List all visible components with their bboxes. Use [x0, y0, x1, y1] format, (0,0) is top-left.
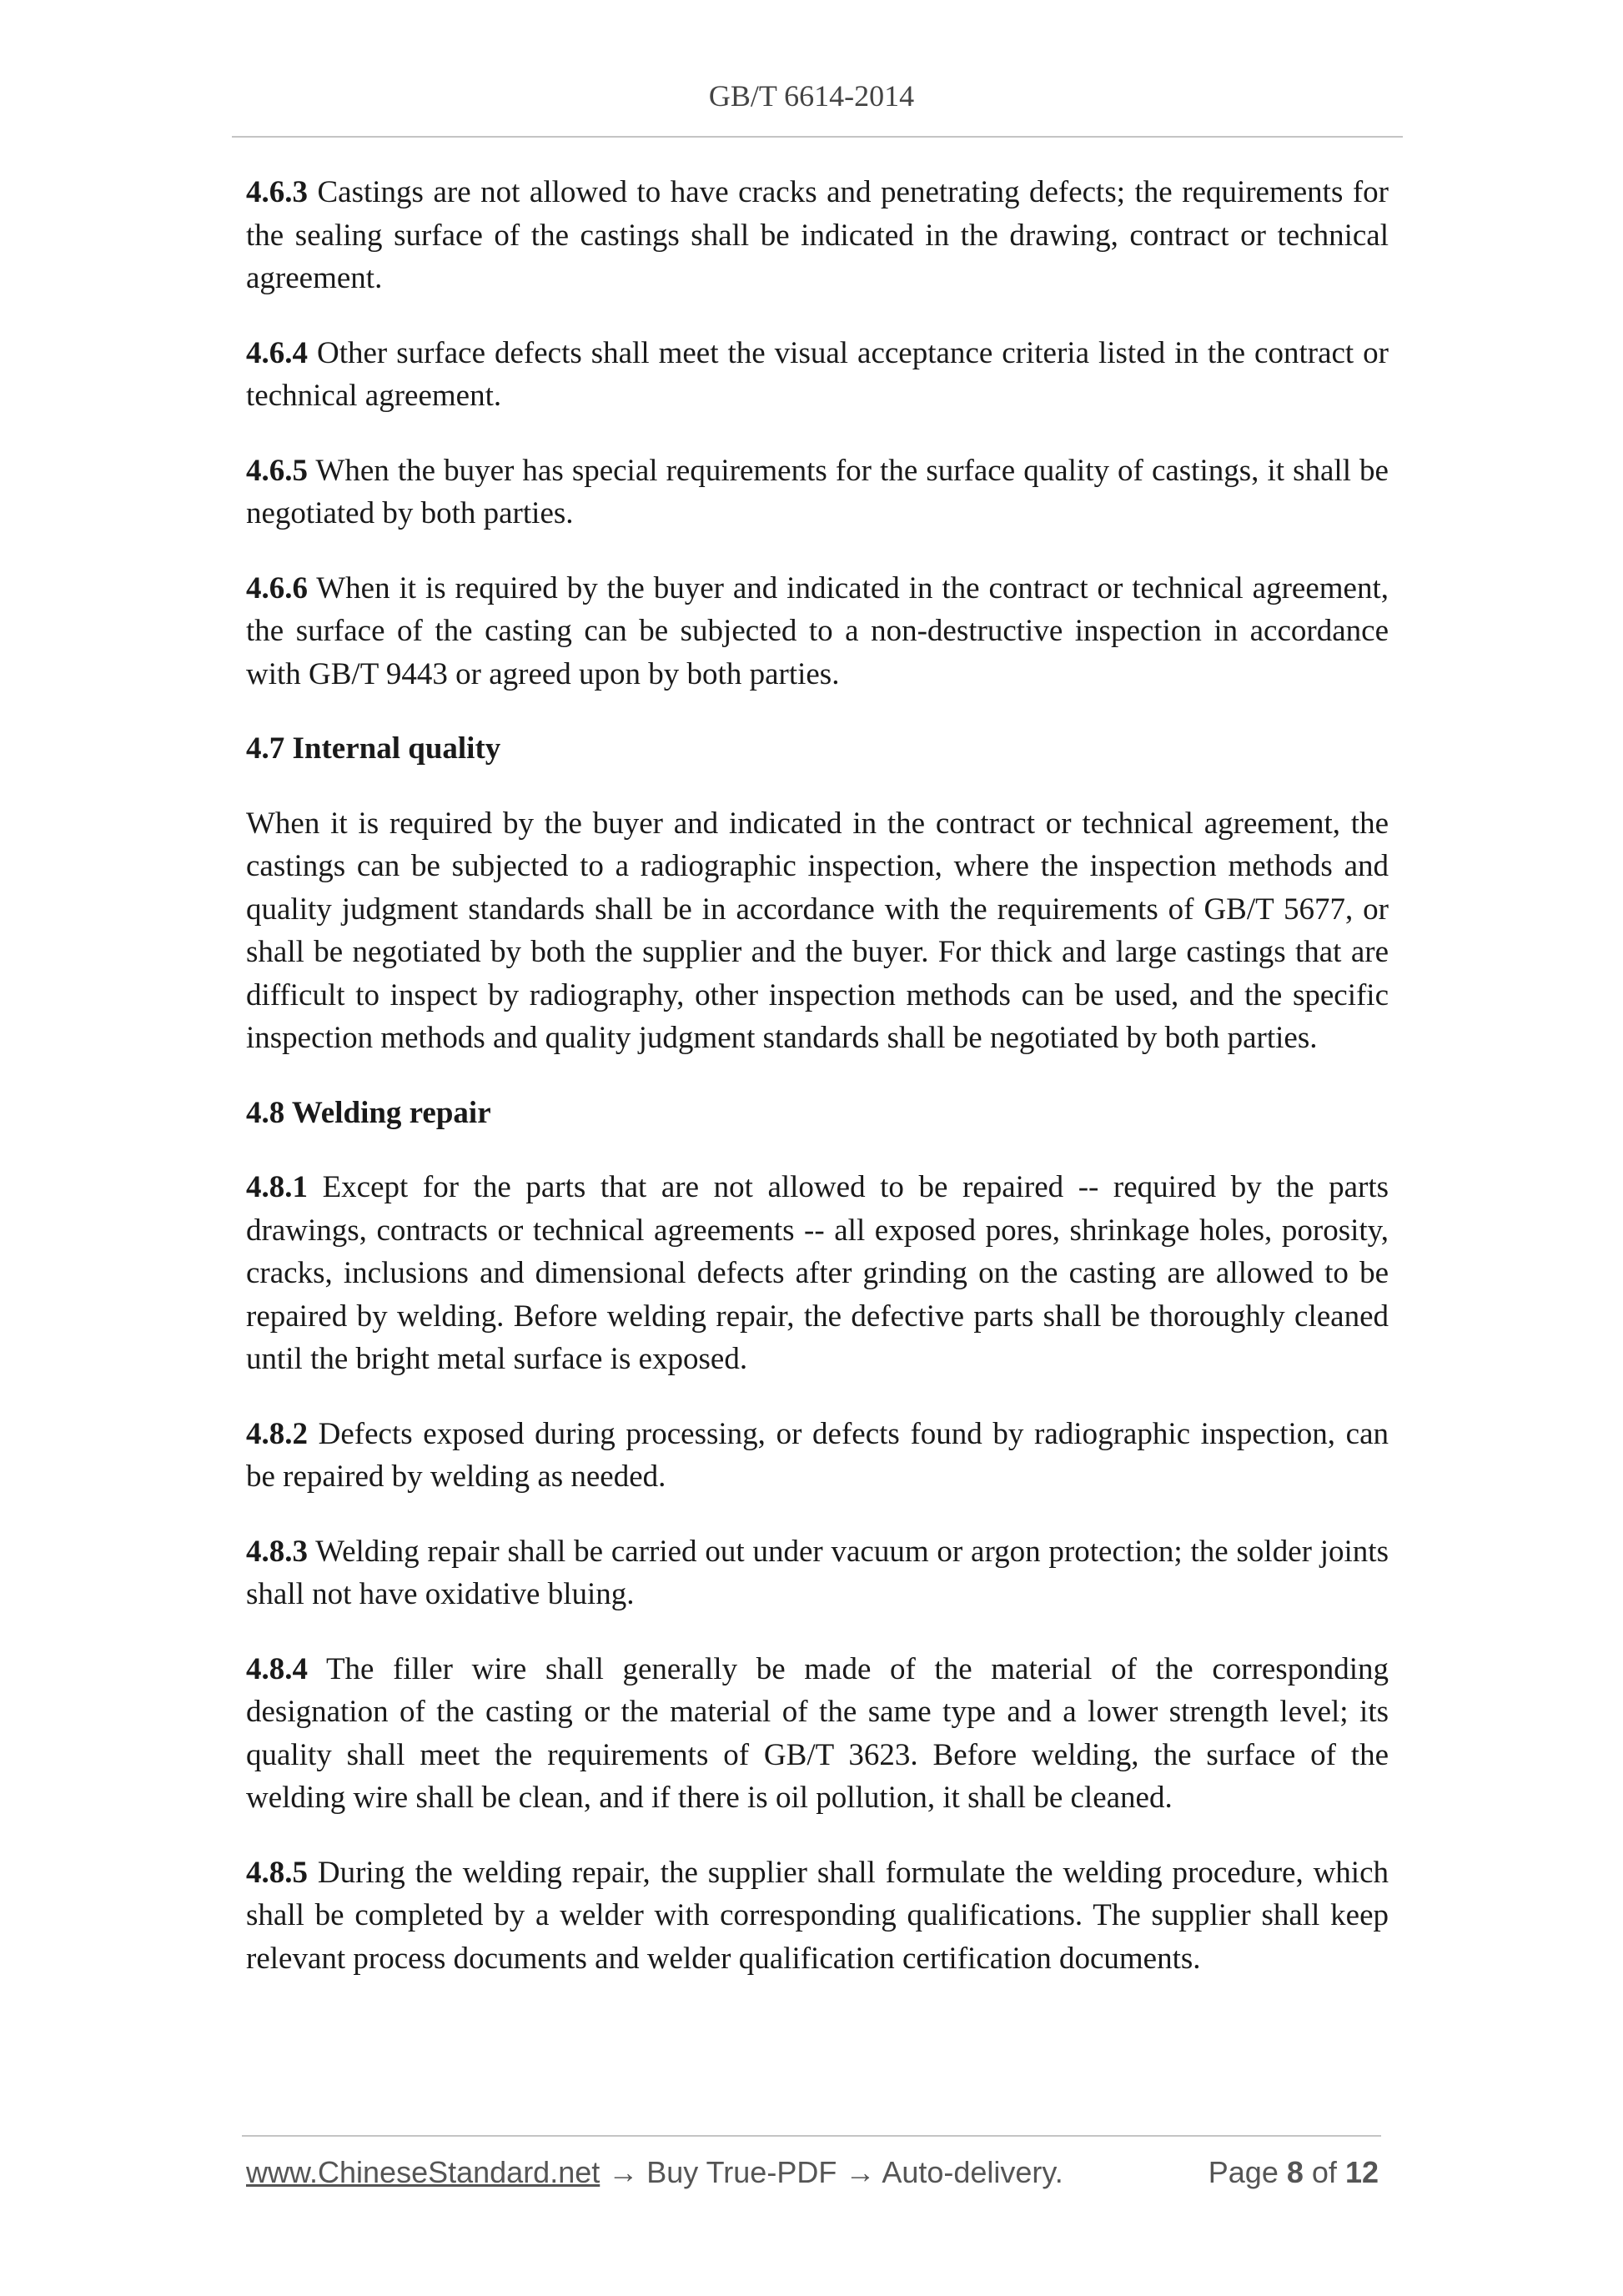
page-current: 8 [1286, 2155, 1304, 2189]
clause-text: Other surface defects shall meet the visual acceptance criteria listed in the contract or technical agreement. [246, 335, 1389, 413]
website-link[interactable]: www.ChineseStandard.net [246, 2155, 600, 2189]
section-4-7-text: When it is required by the buyer and indicated in the contract or technical agreement, the castings can be subjected to a radiographic inspection, where the inspection methods and quality judgment standards shall be in accordance with the requirements of GB/T 5677, or shall be negotiated by both the supplier and the buyer. For thick and large castings that are difficult to inspect by radiography, other inspection methods can be used, and the specific inspection methods and quality judgment standards shall be negotiated by both parties. [246, 806, 1389, 1055]
clause-4-6-4 [246, 332, 1389, 418]
clause-text: During the welding repair, the supplier shall formulate the welding procedure, which shall be completed by a welder with corresponding qualifications. The supplier shall keep relevant process documents and welder qualification certification documents. [246, 1855, 1389, 1976]
section-heading-4-7: 4.7 Internal quality [246, 731, 501, 766]
footer-divider [242, 2135, 1381, 2137]
clause-number: 4.6.5 [246, 453, 308, 488]
clause-text: Welding repair shall be carried out under vacuum or argon protection; the solder joints shall not have oxidative bluing. [246, 1534, 1389, 1611]
clause-4-8-4 [246, 1648, 1389, 1820]
clause-number: 4.8.3 [246, 1534, 308, 1569]
clause-text: Except for the parts that are not allowed to be repaired -- required by the parts drawings, contracts or technical agreements -- all exposed pores, shrinkage holes, porosity, cracks, inclusions and dimensional defects after grinding on the casting are allowed to be repaired by welding. Before welding repair, the defective parts shall be thoroughly cleaned until the bright metal surface is exposed. [246, 1170, 1389, 1376]
clause-number: 4.8.1 [246, 1170, 308, 1204]
clause-number: 4.8.5 [246, 1855, 308, 1890]
clause-number: 4.6.3 [246, 175, 308, 209]
page-label: Page [1208, 2155, 1279, 2189]
clause-text: When it is required by the buyer and indicated in the contract or technical agreement, the surface of the casting can be subjected to a non-destructive inspection in accordance with GB/T 9443 or agreed upon by both parties. [246, 570, 1389, 691]
clause-number: 4.6.6 [246, 570, 308, 605]
footer-promo [246, 2155, 1063, 2190]
clause-4-8-5 [246, 1851, 1389, 1981]
clause-4-8-3 [246, 1530, 1389, 1616]
clause-text: Defects exposed during processing, or defects found by radiographic inspection, can be repaired by welding as needed. [246, 1416, 1389, 1494]
document-body [246, 171, 1389, 2012]
clause-4-8-2 [246, 1413, 1389, 1499]
clause-text: Castings are not allowed to have cracks and penetrating defects; the requirements for the sealing surface of the castings shall be indicated in the drawing, contract or technical agreement. [246, 175, 1389, 295]
clause-4-6-5 [246, 450, 1389, 535]
footer-tagline: → Buy True-PDF → Auto-delivery. [600, 2155, 1063, 2189]
clause-4-6-3 [246, 171, 1389, 300]
page-total: 12 [1344, 2155, 1379, 2189]
header-divider [232, 136, 1403, 138]
page-indicator [1208, 2155, 1379, 2190]
clause-text: When the buyer has special requirements for the surface quality of castings, it shall be negotiated by both parties. [246, 453, 1389, 530]
clause-number: 4.6.4 [246, 335, 308, 370]
clause-number: 4.8.4 [246, 1651, 308, 1686]
clause-text: The filler wire shall generally be made of the material of the corresponding designation of the casting or the material of the same type and a lower strength level; its quality shall meet the requirements of GB/T 3623. Before welding, the surface of the welding wire shall be clean, and if there is oil pollution, it shall be cleaned. [246, 1651, 1389, 1815]
clause-number: 4.8.2 [246, 1416, 308, 1451]
page-footer [246, 2155, 1379, 2197]
page-of-label: of [1311, 2155, 1337, 2189]
section-heading-4-8: 4.8 Welding repair [246, 1095, 491, 1130]
page-header: GB/T 6614-2014 [708, 79, 915, 113]
clause-4-6-6 [246, 567, 1389, 696]
clause-4-8-1 [246, 1166, 1389, 1381]
